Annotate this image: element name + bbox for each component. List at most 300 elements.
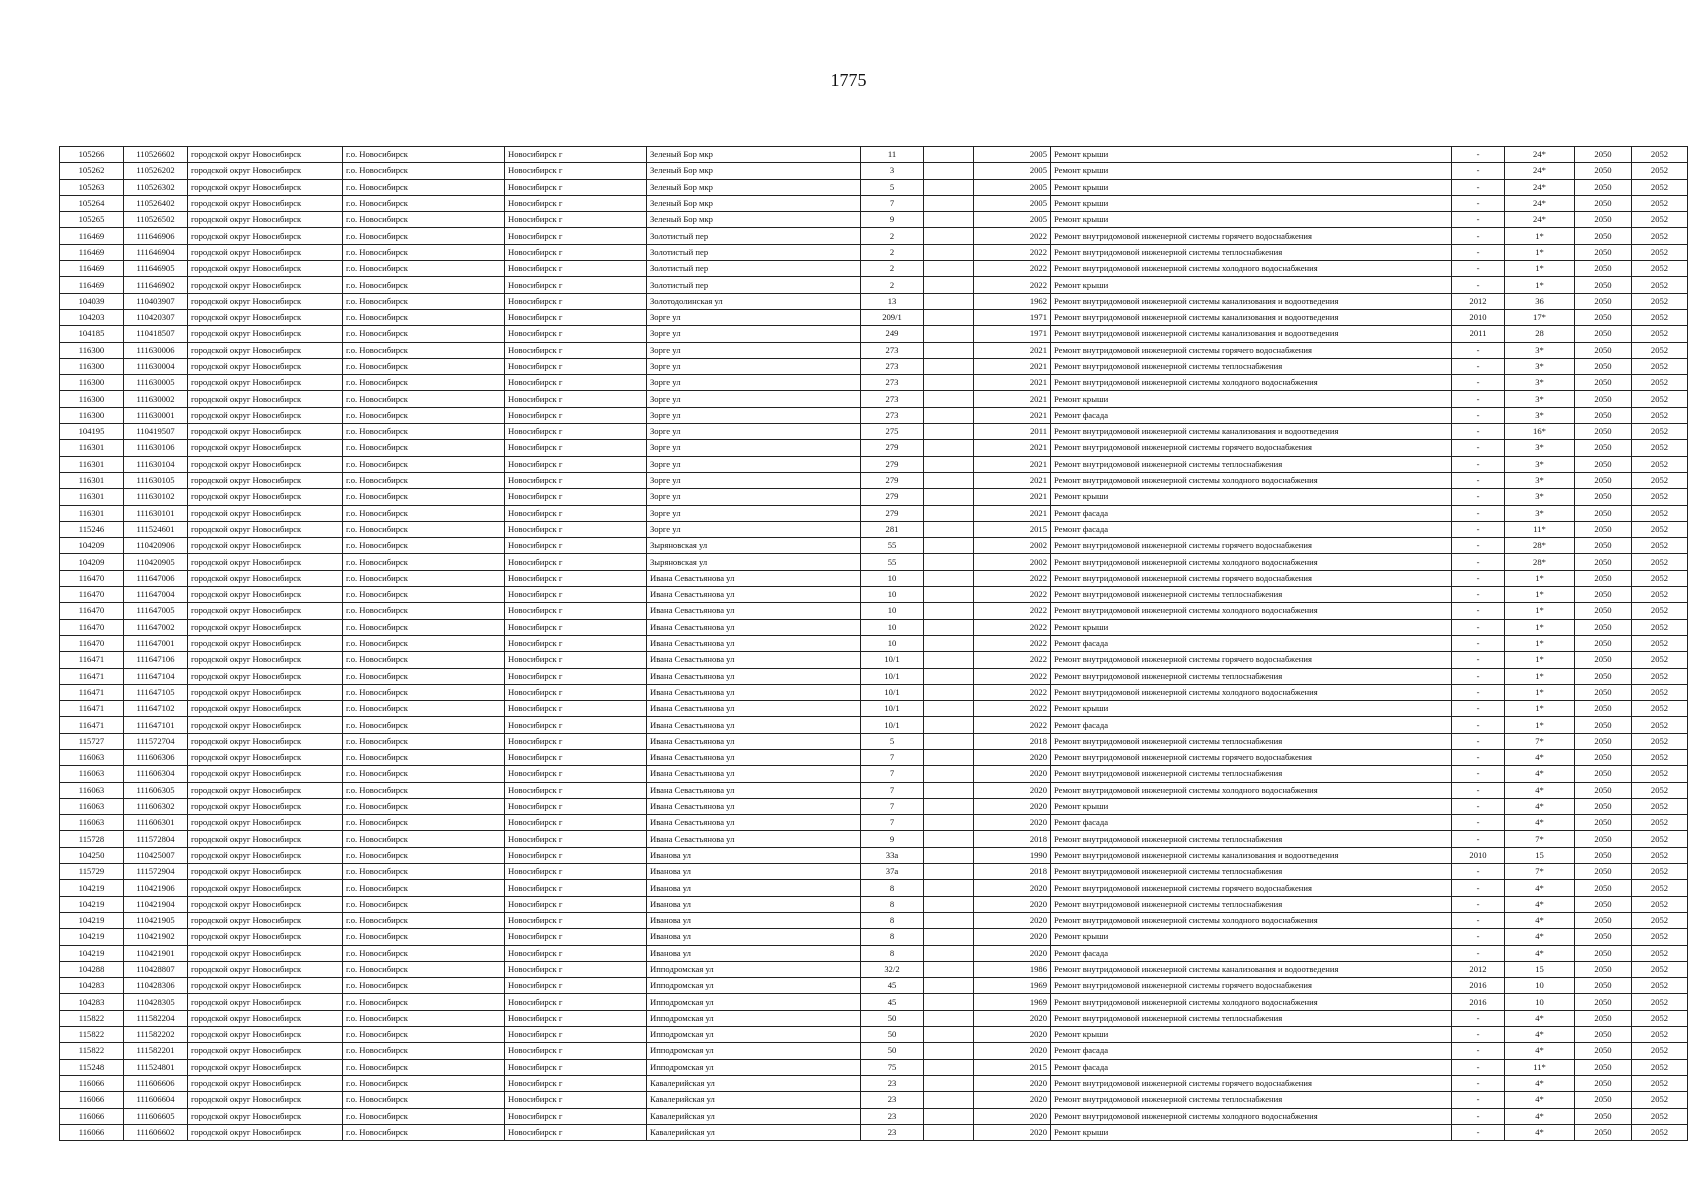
- cell-years-since: 1*: [1505, 684, 1575, 700]
- table-row: [60, 570, 1688, 586]
- cell-building: [924, 1027, 974, 1043]
- cell-year: 2022: [974, 603, 1051, 619]
- cell-years-since: 3*: [1505, 440, 1575, 456]
- cell-building: [924, 961, 974, 977]
- cell-work-type: Ремонт крыши: [1051, 619, 1452, 635]
- cell-house-number: 10: [861, 587, 924, 603]
- cell-settlement: г.о. Новосибирск: [343, 407, 505, 423]
- cell-locality: Новосибирск г: [505, 587, 647, 603]
- table-row: [60, 603, 1688, 619]
- cell-street: Зорге ул: [647, 440, 861, 456]
- table-row: [60, 668, 1688, 684]
- cell-building: [924, 147, 974, 163]
- cell-years-since: 24*: [1505, 195, 1575, 211]
- cell-years-since: 11*: [1505, 1059, 1575, 1075]
- cell-locality: Новосибирск г: [505, 1124, 647, 1140]
- cell-street: Зеленый Бор мкр: [647, 163, 861, 179]
- table-row: [60, 815, 1688, 831]
- cell-years-since: 3*: [1505, 505, 1575, 521]
- cell-street: Кавалерийская ул: [647, 1075, 861, 1091]
- cell-municipal-district: городской округ Новосибирск: [188, 782, 343, 798]
- cell-house-number: 279: [861, 489, 924, 505]
- cell-settlement: г.о. Новосибирск: [343, 587, 505, 603]
- cell-building: [924, 1124, 974, 1140]
- cell-municipal-district: городской округ Новосибирск: [188, 456, 343, 472]
- cell-locality: Новосибирск г: [505, 733, 647, 749]
- cell-work-id: 111630105: [124, 472, 188, 488]
- cell-settlement: г.о. Новосибирск: [343, 896, 505, 912]
- cell-last-repair-year: -: [1452, 375, 1505, 391]
- cell-house-id: 105264: [60, 195, 124, 211]
- cell-work-id: 110526502: [124, 212, 188, 228]
- cell-years-since: 10: [1505, 978, 1575, 994]
- cell-street: Ивана Севастьянова ул: [647, 570, 861, 586]
- cell-house-number: 2: [861, 244, 924, 260]
- cell-street: Ипподромская ул: [647, 994, 861, 1010]
- cell-house-id: 116469: [60, 228, 124, 244]
- cell-municipal-district: городской округ Новосибирск: [188, 1124, 343, 1140]
- cell-start-year: 2050: [1575, 407, 1632, 423]
- cell-house-number: 23: [861, 1092, 924, 1108]
- cell-municipal-district: городской округ Новосибирск: [188, 472, 343, 488]
- cell-end-year: 2052: [1632, 244, 1688, 260]
- cell-start-year: 2050: [1575, 684, 1632, 700]
- cell-locality: Новосибирск г: [505, 1108, 647, 1124]
- cell-house-number: 50: [861, 1027, 924, 1043]
- cell-start-year: 2050: [1575, 652, 1632, 668]
- cell-house-id: 104250: [60, 847, 124, 863]
- cell-building: [924, 456, 974, 472]
- cell-work-id: 111630104: [124, 456, 188, 472]
- cell-municipal-district: городской округ Новосибирск: [188, 961, 343, 977]
- cell-municipal-district: городской округ Новосибирск: [188, 733, 343, 749]
- cell-municipal-district: городской округ Новосибирск: [188, 521, 343, 537]
- cell-work-id: 111647102: [124, 701, 188, 717]
- cell-year: 2021: [974, 456, 1051, 472]
- cell-start-year: 2050: [1575, 261, 1632, 277]
- cell-building: [924, 701, 974, 717]
- cell-work-id: 111606605: [124, 1108, 188, 1124]
- cell-last-repair-year: -: [1452, 505, 1505, 521]
- table-row: [60, 293, 1688, 309]
- table-row: [60, 749, 1688, 765]
- cell-work-type: Ремонт крыши: [1051, 277, 1452, 293]
- cell-building: [924, 684, 974, 700]
- cell-work-type: Ремонт внутридомовой инженерной системы теплоснабжения: [1051, 587, 1452, 603]
- cell-building: [924, 782, 974, 798]
- table-row: [60, 407, 1688, 423]
- cell-last-repair-year: -: [1452, 619, 1505, 635]
- cell-years-since: 3*: [1505, 407, 1575, 423]
- cell-year: 2022: [974, 587, 1051, 603]
- cell-end-year: 2052: [1632, 766, 1688, 782]
- cell-house-id: 116471: [60, 717, 124, 733]
- cell-municipal-district: городской округ Новосибирск: [188, 668, 343, 684]
- cell-work-id: 111606302: [124, 798, 188, 814]
- cell-end-year: 2052: [1632, 587, 1688, 603]
- cell-start-year: 2050: [1575, 391, 1632, 407]
- cell-start-year: 2050: [1575, 244, 1632, 260]
- cell-settlement: г.о. Новосибирск: [343, 489, 505, 505]
- cell-house-id: 115727: [60, 733, 124, 749]
- cell-house-number: 273: [861, 358, 924, 374]
- cell-years-since: 4*: [1505, 929, 1575, 945]
- cell-house-number: 45: [861, 978, 924, 994]
- cell-house-number: 7: [861, 766, 924, 782]
- cell-last-repair-year: -: [1452, 424, 1505, 440]
- cell-work-type: Ремонт крыши: [1051, 489, 1452, 505]
- cell-settlement: г.о. Новосибирск: [343, 277, 505, 293]
- cell-start-year: 2050: [1575, 375, 1632, 391]
- cell-work-type: Ремонт фасада: [1051, 945, 1452, 961]
- cell-years-since: 15: [1505, 961, 1575, 977]
- table-row: [60, 896, 1688, 912]
- cell-years-since: 3*: [1505, 472, 1575, 488]
- cell-locality: Новосибирск г: [505, 701, 647, 717]
- cell-work-id: 111647002: [124, 619, 188, 635]
- cell-years-since: 1*: [1505, 261, 1575, 277]
- cell-start-year: 2050: [1575, 1092, 1632, 1108]
- cell-start-year: 2050: [1575, 424, 1632, 440]
- cell-house-id: 116469: [60, 277, 124, 293]
- cell-year: 1969: [974, 994, 1051, 1010]
- cell-building: [924, 603, 974, 619]
- cell-street: Ивана Севастьянова ул: [647, 684, 861, 700]
- cell-work-type: Ремонт крыши: [1051, 929, 1452, 945]
- cell-start-year: 2050: [1575, 668, 1632, 684]
- cell-municipal-district: городской округ Новосибирск: [188, 309, 343, 325]
- cell-house-number: 7: [861, 782, 924, 798]
- cell-end-year: 2052: [1632, 619, 1688, 635]
- cell-locality: Новосибирск г: [505, 505, 647, 521]
- cell-house-number: 37а: [861, 864, 924, 880]
- cell-work-type: Ремонт внутридомовой инженерной системы теплоснабжения: [1051, 766, 1452, 782]
- table-row: [60, 864, 1688, 880]
- cell-house-number: 275: [861, 424, 924, 440]
- cell-start-year: 2050: [1575, 1043, 1632, 1059]
- cell-end-year: 2052: [1632, 228, 1688, 244]
- cell-last-repair-year: -: [1452, 440, 1505, 456]
- cell-work-id: 111606306: [124, 749, 188, 765]
- cell-last-repair-year: -: [1452, 407, 1505, 423]
- cell-year: 2020: [974, 880, 1051, 896]
- cell-work-type: Ремонт крыши: [1051, 195, 1452, 211]
- cell-settlement: г.о. Новосибирск: [343, 945, 505, 961]
- cell-locality: Новосибирск г: [505, 244, 647, 260]
- cell-settlement: г.о. Новосибирск: [343, 994, 505, 1010]
- cell-house-id: 116063: [60, 782, 124, 798]
- table-row: [60, 961, 1688, 977]
- cell-building: [924, 375, 974, 391]
- cell-start-year: 2050: [1575, 749, 1632, 765]
- cell-last-repair-year: -: [1452, 1092, 1505, 1108]
- cell-end-year: 2052: [1632, 521, 1688, 537]
- cell-start-year: 2050: [1575, 358, 1632, 374]
- cell-house-id: 116470: [60, 635, 124, 651]
- cell-municipal-district: городской округ Новосибирск: [188, 880, 343, 896]
- cell-house-id: 116066: [60, 1108, 124, 1124]
- table-row: [60, 489, 1688, 505]
- cell-house-number: 10: [861, 603, 924, 619]
- cell-work-id: 111646905: [124, 261, 188, 277]
- cell-work-id: 110420307: [124, 309, 188, 325]
- cell-years-since: 4*: [1505, 896, 1575, 912]
- cell-years-since: 24*: [1505, 179, 1575, 195]
- cell-last-repair-year: -: [1452, 929, 1505, 945]
- page-number: 1775: [830, 70, 867, 90]
- cell-year: 1971: [974, 309, 1051, 325]
- cell-settlement: г.о. Новосибирск: [343, 163, 505, 179]
- cell-building: [924, 472, 974, 488]
- cell-municipal-district: городской округ Новосибирск: [188, 1092, 343, 1108]
- cell-work-id: 110428305: [124, 994, 188, 1010]
- cell-house-id: 104283: [60, 978, 124, 994]
- cell-locality: Новосибирск г: [505, 880, 647, 896]
- cell-year: 2018: [974, 831, 1051, 847]
- cell-year: 1962: [974, 293, 1051, 309]
- cell-street: Иванова ул: [647, 880, 861, 896]
- cell-locality: Новосибирск г: [505, 375, 647, 391]
- cell-start-year: 2050: [1575, 831, 1632, 847]
- table-row: [60, 358, 1688, 374]
- cell-house-number: 281: [861, 521, 924, 537]
- cell-year: 2020: [974, 815, 1051, 831]
- cell-locality: Новосибирск г: [505, 326, 647, 342]
- cell-start-year: 2050: [1575, 309, 1632, 325]
- cell-years-since: 4*: [1505, 945, 1575, 961]
- cell-year: 2020: [974, 1027, 1051, 1043]
- cell-end-year: 2052: [1632, 961, 1688, 977]
- table-row: [60, 1010, 1688, 1026]
- table-row: [60, 195, 1688, 211]
- cell-locality: Новосибирск г: [505, 228, 647, 244]
- cell-locality: Новосибирск г: [505, 847, 647, 863]
- cell-work-type: Ремонт внутридомовой инженерной системы горячего водоснабжения: [1051, 1075, 1452, 1091]
- cell-settlement: г.о. Новосибирск: [343, 782, 505, 798]
- cell-locality: Новосибирск г: [505, 472, 647, 488]
- cell-work-id: 111647106: [124, 652, 188, 668]
- cell-building: [924, 570, 974, 586]
- cell-work-type: Ремонт внутридомовой инженерной системы теплоснабжения: [1051, 244, 1452, 260]
- table-row: [60, 945, 1688, 961]
- cell-years-since: 36: [1505, 293, 1575, 309]
- cell-last-repair-year: -: [1452, 945, 1505, 961]
- cell-work-type: Ремонт крыши: [1051, 212, 1452, 228]
- cell-locality: Новосибирск г: [505, 309, 647, 325]
- cell-years-since: 4*: [1505, 912, 1575, 928]
- cell-work-id: 110420906: [124, 538, 188, 554]
- cell-last-repair-year: -: [1452, 342, 1505, 358]
- cell-building: [924, 815, 974, 831]
- cell-last-repair-year: -: [1452, 163, 1505, 179]
- cell-house-number: 8: [861, 929, 924, 945]
- cell-building: [924, 179, 974, 195]
- cell-year: 2005: [974, 147, 1051, 163]
- cell-year: 1971: [974, 326, 1051, 342]
- cell-locality: Новосибирск г: [505, 961, 647, 977]
- cell-municipal-district: городской округ Новосибирск: [188, 603, 343, 619]
- cell-settlement: г.о. Новосибирск: [343, 619, 505, 635]
- cell-building: [924, 831, 974, 847]
- cell-municipal-district: городской округ Новосибирск: [188, 538, 343, 554]
- cell-locality: Новосибирск г: [505, 538, 647, 554]
- cell-building: [924, 587, 974, 603]
- cell-start-year: 2050: [1575, 1075, 1632, 1091]
- cell-house-id: 104209: [60, 554, 124, 570]
- cell-work-type: Ремонт фасада: [1051, 521, 1452, 537]
- cell-end-year: 2052: [1632, 261, 1688, 277]
- cell-house-number: 9: [861, 831, 924, 847]
- cell-years-since: 10: [1505, 994, 1575, 1010]
- cell-street: Зеленый Бор мкр: [647, 195, 861, 211]
- repair-register-table: [59, 146, 1688, 1141]
- cell-settlement: г.о. Новосибирск: [343, 961, 505, 977]
- cell-building: [924, 440, 974, 456]
- cell-street: Зорге ул: [647, 456, 861, 472]
- cell-house-id: 116300: [60, 375, 124, 391]
- cell-work-type: Ремонт внутридомовой инженерной системы канализования и водоотведения: [1051, 309, 1452, 325]
- cell-street: Зыряновская ул: [647, 554, 861, 570]
- cell-work-type: Ремонт фасада: [1051, 1059, 1452, 1075]
- cell-settlement: г.о. Новосибирск: [343, 1124, 505, 1140]
- cell-locality: Новосибирск г: [505, 864, 647, 880]
- cell-year: 2011: [974, 424, 1051, 440]
- cell-work-id: 110526302: [124, 179, 188, 195]
- cell-locality: Новосибирск г: [505, 407, 647, 423]
- cell-years-since: 4*: [1505, 1124, 1575, 1140]
- cell-year: 1969: [974, 978, 1051, 994]
- cell-end-year: 2052: [1632, 847, 1688, 863]
- cell-work-type: Ремонт внутридомовой инженерной системы холодного водоснабжения: [1051, 994, 1452, 1010]
- cell-building: [924, 912, 974, 928]
- cell-building: [924, 521, 974, 537]
- cell-house-number: 7: [861, 195, 924, 211]
- cell-work-type: Ремонт внутридомовой инженерной системы теплоснабжения: [1051, 896, 1452, 912]
- cell-work-type: Ремонт крыши: [1051, 163, 1452, 179]
- table-row: [60, 472, 1688, 488]
- cell-settlement: г.о. Новосибирск: [343, 570, 505, 586]
- cell-house-number: 10/1: [861, 668, 924, 684]
- cell-settlement: г.о. Новосибирск: [343, 1075, 505, 1091]
- cell-start-year: 2050: [1575, 342, 1632, 358]
- cell-building: [924, 489, 974, 505]
- cell-last-repair-year: -: [1452, 570, 1505, 586]
- cell-start-year: 2050: [1575, 619, 1632, 635]
- cell-street: Золотодолинская ул: [647, 293, 861, 309]
- cell-start-year: 2050: [1575, 1108, 1632, 1124]
- cell-work-type: Ремонт внутридомовой инженерной системы холодного водоснабжения: [1051, 1108, 1452, 1124]
- cell-municipal-district: городской округ Новосибирск: [188, 1075, 343, 1091]
- cell-years-since: 3*: [1505, 375, 1575, 391]
- cell-end-year: 2052: [1632, 277, 1688, 293]
- cell-work-id: 110526402: [124, 195, 188, 211]
- cell-locality: Новосибирск г: [505, 342, 647, 358]
- cell-last-repair-year: -: [1452, 684, 1505, 700]
- cell-street: Иванова ул: [647, 945, 861, 961]
- cell-settlement: г.о. Новосибирск: [343, 603, 505, 619]
- cell-locality: Новосибирск г: [505, 1059, 647, 1075]
- cell-start-year: 2050: [1575, 538, 1632, 554]
- cell-years-since: 3*: [1505, 391, 1575, 407]
- cell-year: 2005: [974, 179, 1051, 195]
- cell-settlement: г.о. Новосибирск: [343, 342, 505, 358]
- cell-building: [924, 1092, 974, 1108]
- cell-house-id: 104209: [60, 538, 124, 554]
- cell-work-type: Ремонт крыши: [1051, 147, 1452, 163]
- table-row: [60, 1059, 1688, 1075]
- cell-start-year: 2050: [1575, 1010, 1632, 1026]
- cell-year: 2005: [974, 212, 1051, 228]
- cell-last-repair-year: -: [1452, 1059, 1505, 1075]
- cell-locality: Новосибирск г: [505, 912, 647, 928]
- cell-house-id: 116470: [60, 570, 124, 586]
- cell-house-number: 279: [861, 440, 924, 456]
- cell-building: [924, 342, 974, 358]
- cell-years-since: 1*: [1505, 635, 1575, 651]
- cell-house-number: 3: [861, 163, 924, 179]
- cell-house-number: 5: [861, 179, 924, 195]
- cell-work-type: Ремонт внутридомовой инженерной системы холодного водоснабжения: [1051, 472, 1452, 488]
- cell-years-since: 28: [1505, 326, 1575, 342]
- cell-house-id: 104195: [60, 424, 124, 440]
- cell-building: [924, 261, 974, 277]
- table-row: [60, 1124, 1688, 1140]
- cell-end-year: 2052: [1632, 815, 1688, 831]
- cell-work-id: 111524601: [124, 521, 188, 537]
- cell-locality: Новосибирск г: [505, 619, 647, 635]
- cell-year: 2021: [974, 375, 1051, 391]
- cell-municipal-district: городской округ Новосибирск: [188, 375, 343, 391]
- cell-year: 2022: [974, 668, 1051, 684]
- cell-street: Зорге ул: [647, 489, 861, 505]
- cell-start-year: 2050: [1575, 635, 1632, 651]
- cell-house-id: 116471: [60, 652, 124, 668]
- cell-years-since: 3*: [1505, 489, 1575, 505]
- cell-start-year: 2050: [1575, 570, 1632, 586]
- cell-work-type: Ремонт внутридомовой инженерной системы канализования и водоотведения: [1051, 961, 1452, 977]
- cell-house-id: 116469: [60, 261, 124, 277]
- cell-end-year: 2052: [1632, 1059, 1688, 1075]
- cell-building: [924, 277, 974, 293]
- cell-municipal-district: городской округ Новосибирск: [188, 505, 343, 521]
- cell-year: 2020: [974, 1124, 1051, 1140]
- cell-work-id: 111647101: [124, 717, 188, 733]
- cell-last-repair-year: -: [1452, 261, 1505, 277]
- cell-work-id: 111606604: [124, 1092, 188, 1108]
- cell-end-year: 2052: [1632, 554, 1688, 570]
- cell-work-id: 111572804: [124, 831, 188, 847]
- cell-building: [924, 554, 974, 570]
- cell-street: Ивана Севастьянова ул: [647, 652, 861, 668]
- cell-municipal-district: городской округ Новосибирск: [188, 1010, 343, 1026]
- cell-house-id: 116063: [60, 766, 124, 782]
- cell-work-type: Ремонт внутридомовой инженерной системы теплоснабжения: [1051, 864, 1452, 880]
- cell-end-year: 2052: [1632, 1010, 1688, 1026]
- cell-start-year: 2050: [1575, 212, 1632, 228]
- cell-house-number: 33а: [861, 847, 924, 863]
- cell-building: [924, 309, 974, 325]
- cell-end-year: 2052: [1632, 456, 1688, 472]
- cell-last-repair-year: -: [1452, 782, 1505, 798]
- cell-settlement: г.о. Новосибирск: [343, 766, 505, 782]
- cell-house-number: 9: [861, 212, 924, 228]
- cell-end-year: 2052: [1632, 309, 1688, 325]
- cell-start-year: 2050: [1575, 978, 1632, 994]
- table-row: [60, 1043, 1688, 1059]
- cell-street: Ипподромская ул: [647, 978, 861, 994]
- cell-house-id: 104219: [60, 929, 124, 945]
- cell-last-repair-year: -: [1452, 212, 1505, 228]
